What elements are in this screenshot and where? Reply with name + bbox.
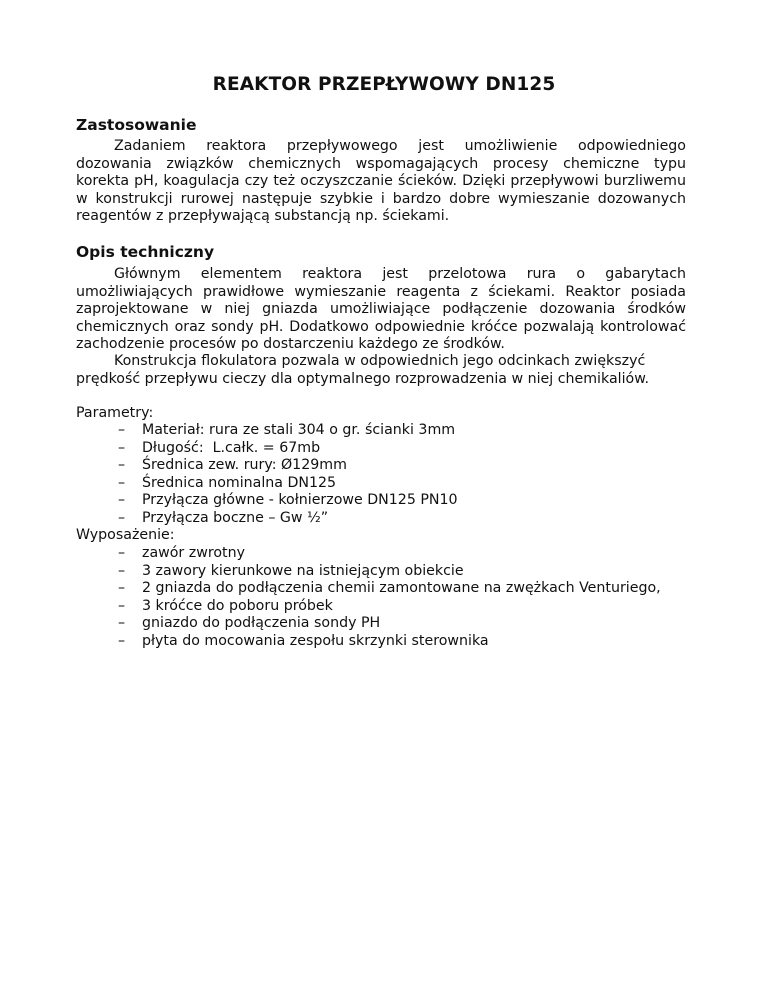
opis-line-2: umożliwiających prawidłowe wymieszanie reagenta z ściekami. Reaktor posiada <box>76 283 686 300</box>
parametry-list <box>118 422 458 527</box>
section-heading-zastosowanie: Zastosowanie <box>76 116 197 134</box>
dash-bullet: – <box>118 580 126 596</box>
dash-bullet: – <box>118 562 126 579</box>
dash-bullet: – <box>118 632 126 649</box>
list-item: – płyta do mocowania zespołu skrzynki sterownika <box>118 632 489 649</box>
opis-paragraph-2 <box>76 353 686 388</box>
list-item: – Przyłącza główne - kołnierzowe DN125 PN10 <box>118 492 458 508</box>
opis-line-5: zachodzenie procesów po dostarczeniu każdego ze środków. <box>76 336 505 352</box>
list-item: – Średnica zew. rury: Ø129mm <box>118 457 347 473</box>
dash-bullet: – <box>118 509 126 526</box>
dash-bullet: – <box>118 422 126 438</box>
list-item: – 2 gniazda do podłączenia chemii zamontowane na zwężkach Venturiego, <box>118 580 661 596</box>
section-heading-opis-techniczny: Opis techniczny <box>76 243 215 261</box>
list-item: – Długość: L.całk. = 67mb <box>118 439 321 456</box>
dash-bullet: – <box>118 492 126 508</box>
zastosowanie-line-3: korekta pH, koagulacja czy też oczyszczanie ścieków. Dzięki przepływowi burzliwemu <box>76 173 686 189</box>
list-item: – Średnica nominalna DN125 <box>118 474 337 491</box>
parametry-label: Parametry: <box>76 405 154 421</box>
dash-bullet: – <box>118 439 126 456</box>
dash-bullet: – <box>118 545 126 561</box>
list-item: – gniazdo do podłączenia sondy PH <box>118 615 381 631</box>
list-item: – Materiał: rura ze stali 304 o gr. ścianki 3mm <box>118 422 456 438</box>
list-item: – 3 zawory kierunkowe na istniejącym obiekcie <box>118 562 464 579</box>
opis-p2-line-1: Konstrukcja flokulatora pozwala w odpowiednich jego odcinkach zwiększyć <box>114 353 646 369</box>
wyposazenie-list <box>118 545 661 650</box>
dash-bullet: – <box>118 474 126 491</box>
opis-line-4: chemicznych oraz sondy pH. Dodatkowo odpowiednie króćce pozwalają kontrolować <box>76 318 686 335</box>
document-title: REAKTOR PRZEPŁYWOWY DN125 <box>212 74 556 95</box>
opis-p2-line-2: prędkość przepływu cieczy dla optymalnego rozprowadzenia w niej chemikaliów. <box>76 370 650 387</box>
list-item: – 3 króćce do poboru próbek <box>118 597 333 614</box>
dash-bullet: – <box>118 597 126 614</box>
zastosowanie-line-1: Zadaniem reaktora przepływowego jest umożliwienie odpowiedniego <box>114 138 686 154</box>
zastosowanie-line-4: w konstrukcji rurowej następuje szybkie i bardzo dobre wymieszanie dozowanych <box>76 190 686 207</box>
opis-line-1: Głównym elementem reaktora jest przelotowa rura o gabarytach <box>114 266 686 282</box>
opis-line-3: zaprojektowane w niej gniazda umożliwiające podłączenie dozowania środków <box>76 301 686 317</box>
zastosowanie-line-2: dozowania związków chemicznych wspomagających procesy chemiczne typu <box>76 155 686 172</box>
dash-bullet: – <box>118 457 126 473</box>
dash-bullet: – <box>118 615 126 631</box>
zastosowanie-line-5: reagentów z przepływającą substancją np. ściekami. <box>76 208 450 224</box>
list-item: – zawór zwrotny <box>118 545 245 561</box>
list-item: – Przyłącza boczne – Gw ½” <box>118 509 329 526</box>
zastosowanie-paragraph <box>76 138 686 226</box>
wyposazenie-label: Wyposażenie: <box>76 527 175 543</box>
opis-paragraph-1 <box>76 266 686 354</box>
